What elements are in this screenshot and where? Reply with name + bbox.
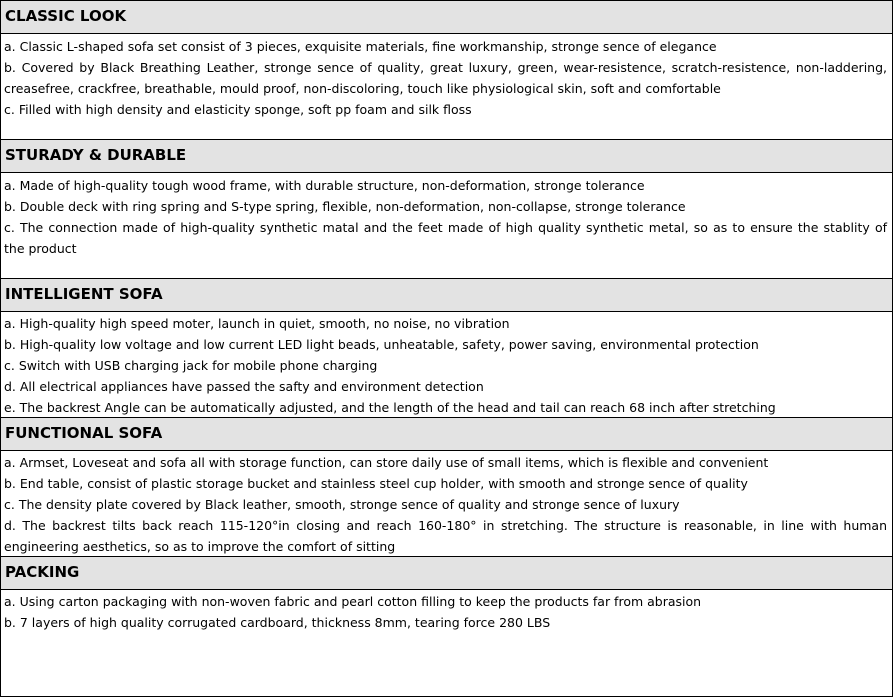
section-header-sturdy-durable xyxy=(1,140,892,173)
spec-line: creasefree, crackfree, breathable, mould proof, non-discoloring, touch like physiological skin, soft and comfortable xyxy=(4,81,721,96)
spec-line: b. Double deck with ring spring and S-type spring, flexible, non-deformation, non-collapse, stronge tolerance xyxy=(4,199,686,214)
spec-line: c. The density plate covered by Black leather, smooth, stronge sence of quality and stronge sence of luxury xyxy=(4,497,680,512)
spec-line: c. The connection made of high-quality synthetic matal and the feet made of high quality synthetic metal, so as to ensure the stablity of xyxy=(4,220,887,235)
section-header-classic-look xyxy=(1,1,892,34)
spec-line: b. High-quality low voltage and low current LED light beads, unheatable, safety, power saving, environmental protection xyxy=(4,337,759,352)
spec-line: a. Using carton packaging with non-woven fabric and pearl cotton filling to keep the products far from abrasion xyxy=(4,594,702,609)
section-body-sturdy-durable xyxy=(1,173,892,279)
spec-line: a. High-quality high speed moter, launch in quiet, smooth, no noise, no vibration xyxy=(4,316,510,331)
section-body-classic-look xyxy=(1,34,892,140)
spec-line: b. 7 layers of high quality corrugated cardboard, thickness 8mm, tearing force 280 LBS xyxy=(4,615,551,630)
spec-line: the product xyxy=(4,241,77,256)
section-body-functional-sofa xyxy=(1,451,892,557)
spec-line: d. All electrical appliances have passed the safty and environment detection xyxy=(4,379,484,394)
spec-line: b. Covered by Black Breathing Leather, stronge sence of quality, great luxury, green, wear-resistence, scratch-resistence, non-laddering, xyxy=(4,60,887,75)
section-title: CLASSIC LOOK xyxy=(5,7,127,25)
section-header-intelligent-sofa xyxy=(1,279,892,312)
section-body-intelligent-sofa xyxy=(1,312,892,418)
spec-line: engineering aesthetics, so as to improve the comfort of sitting xyxy=(4,539,396,554)
spec-line: a. Made of high-quality tough wood frame, with durable structure, non-deformation, stronge tolerance xyxy=(4,178,645,193)
spec-line: c. Filled with high density and elasticity sponge, soft pp foam and silk floss xyxy=(4,102,472,117)
section-title: PACKING xyxy=(5,563,80,581)
section-title: FUNCTIONAL SOFA xyxy=(5,424,163,442)
section-title: STURADY & DURABLE xyxy=(5,146,187,164)
spec-line: c. Switch with USB charging jack for mobile phone charging xyxy=(4,358,378,373)
spec-line: e. The backrest Angle can be automatically adjusted, and the length of the head and tail can reach 68 inch after stretching xyxy=(4,400,776,415)
section-title: INTELLIGENT SOFA xyxy=(5,285,163,303)
spec-line: a. Armset, Loveseat and sofa all with storage function, can store daily use of small items, which is flexible and convenient xyxy=(4,455,769,470)
section-header-functional-sofa xyxy=(1,418,892,451)
spec-line: a. Classic L-shaped sofa set consist of 3 pieces, exquisite materials, fine workmanship, stronge sence of elegance xyxy=(4,39,717,54)
section-body-packing xyxy=(1,590,892,696)
spec-line: d. The backrest tilts back reach 115-120°in closing and reach 160-180° in stretching. The structure is reasonable, in line with human xyxy=(4,518,887,533)
section-header-packing xyxy=(1,557,892,590)
spec-line: b. End table, consist of plastic storage bucket and stainless steel cup holder, with smooth and stronge sence of quality xyxy=(4,476,748,491)
